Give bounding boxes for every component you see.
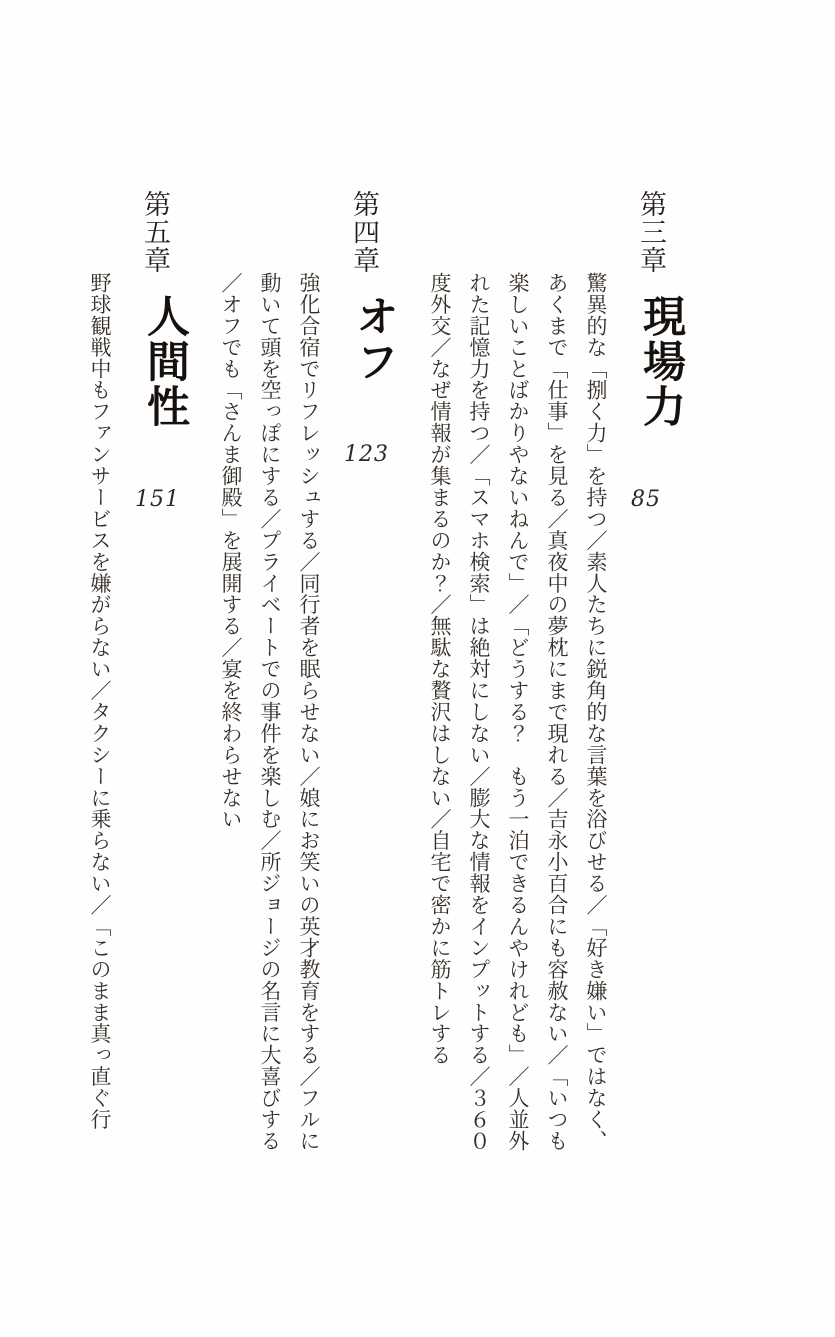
chapter-5-head [135, 190, 196, 1160]
chapter-4-label: 第四章 [348, 190, 379, 274]
chapter-4-summary: 強化合宿でリフレッシュする／同行者を眠らせない／娘にお笑いの英才教育をする／フルに動いて頭を空っぽにする／プライベートでの事件を楽しむ／所ジョージの名言に大喜びする／オフでも「さんま御殿」を展開する／宴を終わらせない [219, 272, 321, 1152]
chapter-5-page-number: 151 [135, 487, 180, 512]
chapter-5-title: 人間性 [140, 294, 190, 429]
chapter-4-page-number: 123 [344, 442, 389, 467]
chapter-3-label: 第三章 [635, 190, 666, 274]
chapter-5-label: 第五章 [139, 190, 170, 274]
chapter-4-title: オフ [349, 294, 399, 384]
chapter-3-title: 現場力 [636, 294, 686, 429]
chapter-3-summary: 驚異的な「捌く力」を持つ／素人たちに鋭角的な言葉を浴びせる／「好き嫌い」ではなく、あくまで「仕事」を見る／真夜中の夢枕にまで現れる／吉永小百合にも容赦ない／「いつも楽しいことばかりやないねんで」／「どうする？ もう一泊できるんやけれども」／人並外れた記憶力を持つ／「スマホ検索」は絶対にしない／膨大な情報をインプットする／３６０度外交／なぜ情報が集まるのか？／無駄な贅沢はしない／自宅で密かに筋トレする [428, 272, 608, 1152]
chapter-3-head [631, 190, 692, 1160]
chapter-3-page-number: 85 [631, 487, 661, 512]
chapter-4-head [344, 190, 405, 1160]
table-of-contents [80, 190, 692, 1160]
chapter-5-section [80, 190, 196, 1160]
chapter-5-summary: 野球観戦中もファンサービスを嫌がらない／タクシーに乗らない／「このまま真っ直ぐ行 [88, 272, 112, 1130]
chapter-4-section [211, 190, 405, 1160]
chapter-3-section [420, 190, 692, 1160]
